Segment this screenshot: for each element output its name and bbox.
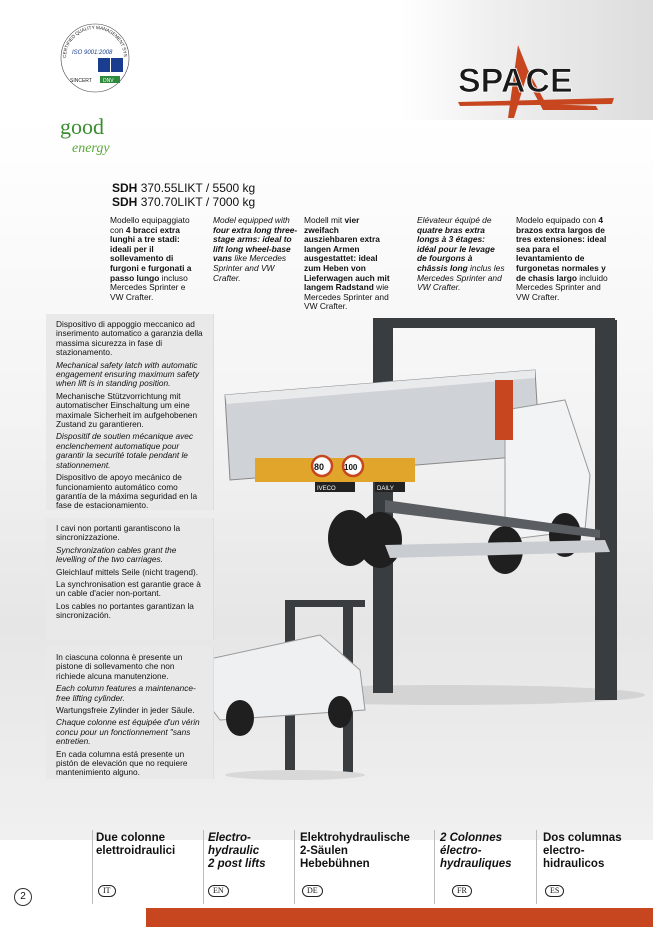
truck-rear-panel [255,458,415,482]
lang-code-it: IT [98,885,116,897]
lang-code-es: ES [545,885,564,897]
svg-text:good: good [60,114,104,139]
footer-title-it: Due colonne elettroidraulici [96,832,176,857]
lang-code-en: EN [208,885,229,897]
lift-column-right [595,320,617,700]
svg-text:energy: energy [72,141,110,156]
intro-de: Modell mit vier zweifach ausziehbaren extra langen Armen ausgestattet: ideal zum Heben von Lieferwagen auch mit langem Radstand wie Mercedes Sprinter and VW Crafter. [304,215,390,312]
footer-separator [536,830,537,904]
svg-text:DAILY: DAILY [377,486,394,492]
svg-text:SINCERT: SINCERT [70,78,92,84]
intro-en: Model equipped with four extra long three-stage arms: ideal to lift long wheel-base vans like Mercedes Sprinter and VW Crafter. [213,215,298,283]
good-energy-logo [58,112,138,158]
feature-box-sync-cables: I cavi non portanti garantiscono la sincronizzazione. Synchronization cables grant the levelling of the two carriages. Gleichlauf mittels Seile (nicht tragend). La synchronisation est garantie grace à un cable d'acier non-portant. Los cables no portantes garantizan la sincronización. [46,518,214,640]
footer-accent-bar [146,908,653,927]
feature-box-cylinder: In ciascuna colonna è presente un pistone di sollevamento che non richiede alcuna manutenzione. Each column features a maintenance-free lifting cylinder. Wartungsfreie Zylinder in jeder Säule. Chaque colonne est équipée d'un vérin concu pour un fonctionnement "sans entretien. En cada columna está presente un pistón de elevación que no requiere mantenimiento alguno. [46,647,214,779]
feature-box-safety-latch: Dispositivo di appoggio meccanico ad inserimento automatico a garanzia della massima sicurezza in fase di stazionamento. Mechanical safety latch with automatic engagement ensuring maximum safety when lift is in standing position. Mechanische Stützvorrichtung mit automatischer Einschaltung um eine maximale Sicherheit im aufgehobenen Zustand zu garantieren. Dispositif de soutien mécanique avec enclenchement automatique pour garantir la securité totale pendant le stationnement. Dispositivo de apoyo mecánico de funcionamiento automático como garantía de la máxima seguridad en la fase de estacionamiento. [46,314,214,510]
footer-title-en: Electro- hydraulic 2 post lifts [208,832,266,870]
lang-code-fr: FR [452,885,472,897]
footer-title-fr: 2 Colonnes électro- hydrauliques [440,832,512,870]
footer-separator [294,830,295,904]
lang-code-de: DE [302,885,323,897]
intro-es: Modelo equipado con 4 brazos extra largos de tres extensiones: ideal sea para el levantamiento de furgonetas normales y de chasis largo incluido Mercedes Sprinter and VW Crafter. [516,215,608,302]
footer-separator [434,830,435,904]
footer-separator [92,830,93,904]
svg-text:100: 100 [344,463,358,472]
svg-text:CERTIFIED QUALITY MANAGEMENT S: CERTIFIED QUALITY MANAGEMENT SYS [61,24,129,59]
svg-text:SPACE: SPACE [458,62,573,100]
svg-text:80: 80 [314,462,325,472]
footer-separator [203,830,204,904]
footer-title-es: Dos columnas electro- hidraulicos [543,832,622,870]
space-logo [448,40,618,120]
intro-fr: Elévateur équipé de quatre bras extra longs à 3 étages: idéal pour le levage de fourgons à châssis long inclus les Mercedes Sprinter and VW Crafter. [417,215,505,293]
svg-text:DNV: DNV [103,78,114,84]
footer-title-de: Elektrohydraulische 2-Säulen Hebebühnen [300,832,410,870]
svg-text:ISO 9001:2008: ISO 9001:2008 [72,50,113,56]
lift-top-beam [375,318,615,328]
intro-it: Modello equipaggiato con 4 bracci extra lunghi a tre stadi: ideali per il sollevamento di furgoni e furgonati a passo lungo incluso Mercedes Sprinter e VW Crafter. [110,215,192,302]
model-title: SDH 370.55LIKT / 5500 kg SDH 370.70LIKT / 7000 kg [112,181,256,209]
iso-certification-icon [56,18,134,96]
page-number: 2 [14,888,32,906]
svg-text:IVECO: IVECO [317,486,336,492]
lift-van-photo [200,600,375,780]
